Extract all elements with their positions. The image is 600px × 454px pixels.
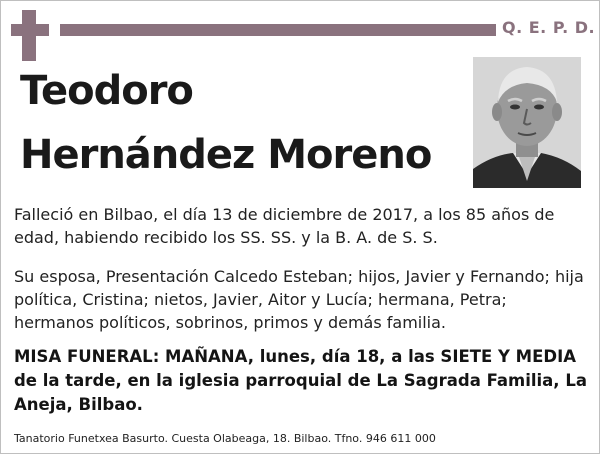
- funeral-home-footer: Tanatorio Funetxea Basurto. Cuesta Olabeaga, 18. Bilbao. Tfno. 946 611 000: [14, 432, 436, 445]
- portrait-photo: [473, 57, 581, 188]
- deceased-surnames: Hernández Moreno: [20, 132, 432, 178]
- qepd-label: Q. E. P. D.: [502, 18, 596, 37]
- header-rule: [60, 24, 496, 36]
- death-notice-paragraph: Falleció en Bilbao, el día 13 de diciembre de 2017, a los 85 años de edad, habiendo recibido los SS. SS. y la B. A. de S. S.: [14, 205, 555, 247]
- family-paragraph: Su esposa, Presentación Calcedo Esteban; hijos, Javier y Fernando; hija política, Cristina; nietos, Javier, Aitor y Lucía; hermana, Petra; hermanos políticos, sobrinos, primos y demás familia.: [14, 267, 584, 332]
- funeral-mass-paragraph: MISA FUNERAL: MAÑANA, lunes, día 18, a las SIETE Y MEDIA de la tarde, en la iglesia parroquial de La Sagrada Familia, La Aneja, Bilbao.: [14, 347, 587, 414]
- cross-horizontal-bar: [11, 24, 49, 36]
- deceased-first-name: Teodoro: [20, 68, 193, 114]
- portrait-illustration: [473, 57, 581, 188]
